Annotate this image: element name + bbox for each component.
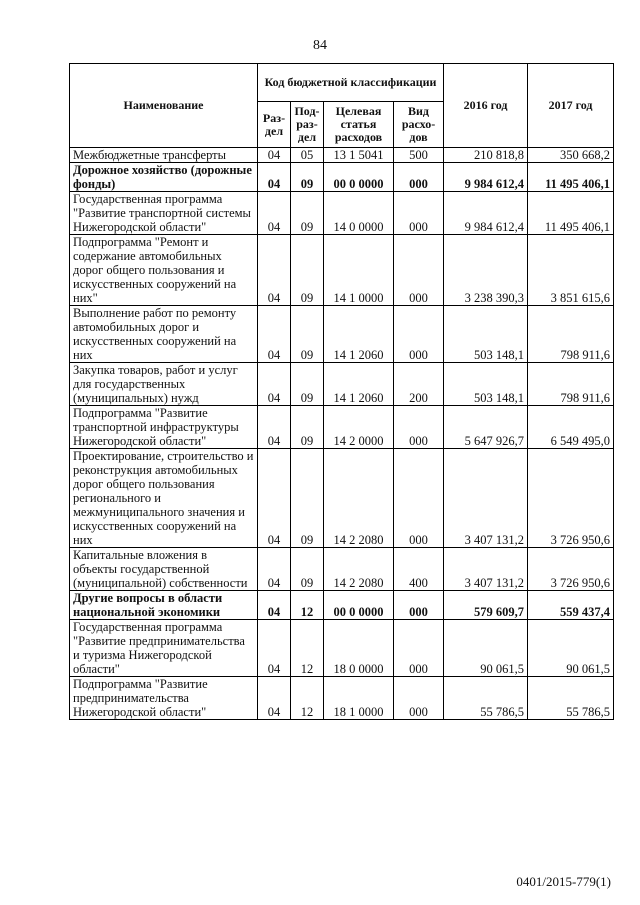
row-2016: 579 609,7 <box>444 591 528 620</box>
row-podrazdel: 09 <box>291 548 324 591</box>
table-row <box>70 148 614 163</box>
row-podrazdel: 09 <box>291 235 324 306</box>
table-row <box>70 192 614 235</box>
page-number: 84 <box>313 38 327 53</box>
row-target: 14 1 2060 <box>324 306 394 363</box>
row-razdel: 04 <box>258 163 291 192</box>
row-2016: 210 818,8 <box>444 148 528 163</box>
row-2016: 503 148,1 <box>444 363 528 406</box>
row-2017: 3 851 615,6 <box>528 235 614 306</box>
row-razdel: 04 <box>258 306 291 363</box>
table-row <box>70 306 614 363</box>
row-2017: 6 549 495,0 <box>528 406 614 449</box>
row-razdel: 04 <box>258 677 291 720</box>
row-razdel: 04 <box>258 406 291 449</box>
row-podrazdel: 09 <box>291 192 324 235</box>
budget-table <box>69 63 614 720</box>
row-name: Подпрограмма "Развитие транспортной инфраструктуры Нижегородской области" <box>70 406 258 449</box>
row-podrazdel: 05 <box>291 148 324 163</box>
row-2016: 3 407 131,2 <box>444 449 528 548</box>
row-name: Подпрограмма "Развитие предпринимательства Нижегородской области" <box>70 677 258 720</box>
row-target: 13 1 5041 <box>324 148 394 163</box>
table-row <box>70 449 614 548</box>
row-razdel: 04 <box>258 620 291 677</box>
row-vid: 000 <box>394 192 444 235</box>
row-target: 14 1 0000 <box>324 235 394 306</box>
row-2017: 11 495 406,1 <box>528 163 614 192</box>
header-vid: Вид расхо-дов <box>394 102 444 148</box>
row-razdel: 04 <box>258 148 291 163</box>
row-podrazdel: 12 <box>291 620 324 677</box>
table-row <box>70 163 614 192</box>
header-razdel: Раз-дел <box>258 102 291 148</box>
row-podrazdel: 09 <box>291 306 324 363</box>
row-vid: 200 <box>394 363 444 406</box>
header-code-group: Код бюджетной классификации <box>258 64 444 102</box>
header-podrazdel: Под-раз-дел <box>291 102 324 148</box>
row-target: 14 2 2080 <box>324 449 394 548</box>
table-row <box>70 677 614 720</box>
row-target: 18 1 0000 <box>324 677 394 720</box>
row-2016: 3 407 131,2 <box>444 548 528 591</box>
row-2017: 798 911,6 <box>528 363 614 406</box>
row-vid: 000 <box>394 620 444 677</box>
row-name: Выполнение работ по ремонту автомобильных дорог и искусственных сооружений на них <box>70 306 258 363</box>
header-name: Наименование <box>70 64 258 148</box>
row-podrazdel: 12 <box>291 677 324 720</box>
row-2017: 11 495 406,1 <box>528 192 614 235</box>
row-podrazdel: 09 <box>291 449 324 548</box>
row-2017: 55 786,5 <box>528 677 614 720</box>
row-razdel: 04 <box>258 591 291 620</box>
row-name: Другие вопросы в области национальной экономики <box>70 591 258 620</box>
row-2017: 3 726 950,6 <box>528 548 614 591</box>
row-target: 14 2 2080 <box>324 548 394 591</box>
row-name: Подпрограмма "Ремонт и содержание автомобильных дорог общего пользования и искусственных сооружений на них" <box>70 235 258 306</box>
row-vid: 000 <box>394 677 444 720</box>
row-name: Закупка товаров, работ и услуг для государственных (муниципальных) нужд <box>70 363 258 406</box>
row-vid: 500 <box>394 148 444 163</box>
row-name: Межбюджетные трансферты <box>70 148 258 163</box>
row-name: Дорожное хозяйство (дорожные фонды) <box>70 163 258 192</box>
row-name: Капитальные вложения в объекты государственной (муниципальной) собственности <box>70 548 258 591</box>
table-row <box>70 591 614 620</box>
header-2017: 2017 год <box>528 64 614 148</box>
row-target: 00 0 0000 <box>324 591 394 620</box>
table-row <box>70 548 614 591</box>
row-target: 14 2 0000 <box>324 406 394 449</box>
row-vid: 000 <box>394 591 444 620</box>
table-row <box>70 406 614 449</box>
row-2016: 3 238 390,3 <box>444 235 528 306</box>
row-vid: 000 <box>394 406 444 449</box>
row-name: Государственная программа "Развитие транспортной системы Нижегородской области" <box>70 192 258 235</box>
row-razdel: 04 <box>258 235 291 306</box>
row-name: Государственная программа "Развитие предпринимательства и туризма Нижегородской области" <box>70 620 258 677</box>
row-2016: 503 148,1 <box>444 306 528 363</box>
row-razdel: 04 <box>258 548 291 591</box>
row-podrazdel: 09 <box>291 406 324 449</box>
row-2016: 9 984 612,4 <box>444 163 528 192</box>
row-target: 00 0 0000 <box>324 163 394 192</box>
row-2017: 3 726 950,6 <box>528 449 614 548</box>
row-podrazdel: 09 <box>291 163 324 192</box>
table-row <box>70 620 614 677</box>
row-2016: 5 647 926,7 <box>444 406 528 449</box>
header-2016: 2016 год <box>444 64 528 148</box>
row-vid: 000 <box>394 163 444 192</box>
row-razdel: 04 <box>258 449 291 548</box>
row-2016: 90 061,5 <box>444 620 528 677</box>
row-2017: 90 061,5 <box>528 620 614 677</box>
row-vid: 000 <box>394 449 444 548</box>
row-2017: 798 911,6 <box>528 306 614 363</box>
row-vid: 000 <box>394 235 444 306</box>
row-2017: 350 668,2 <box>528 148 614 163</box>
table-row <box>70 235 614 306</box>
row-podrazdel: 09 <box>291 363 324 406</box>
row-2016: 9 984 612,4 <box>444 192 528 235</box>
document-code: 0401/2015-779(1) <box>516 874 611 889</box>
row-razdel: 04 <box>258 192 291 235</box>
table-row <box>70 363 614 406</box>
header-target: Целевая статья расходов <box>324 102 394 148</box>
row-target: 14 1 2060 <box>324 363 394 406</box>
row-2017: 559 437,4 <box>528 591 614 620</box>
row-razdel: 04 <box>258 363 291 406</box>
row-vid: 400 <box>394 548 444 591</box>
row-target: 18 0 0000 <box>324 620 394 677</box>
row-vid: 000 <box>394 306 444 363</box>
row-2016: 55 786,5 <box>444 677 528 720</box>
row-target: 14 0 0000 <box>324 192 394 235</box>
row-podrazdel: 12 <box>291 591 324 620</box>
row-name: Проектирование, строительство и реконструкция автомобильных дорог общего пользования регионального и межмуниципального значения и искусственных сооружений на них <box>70 449 258 548</box>
